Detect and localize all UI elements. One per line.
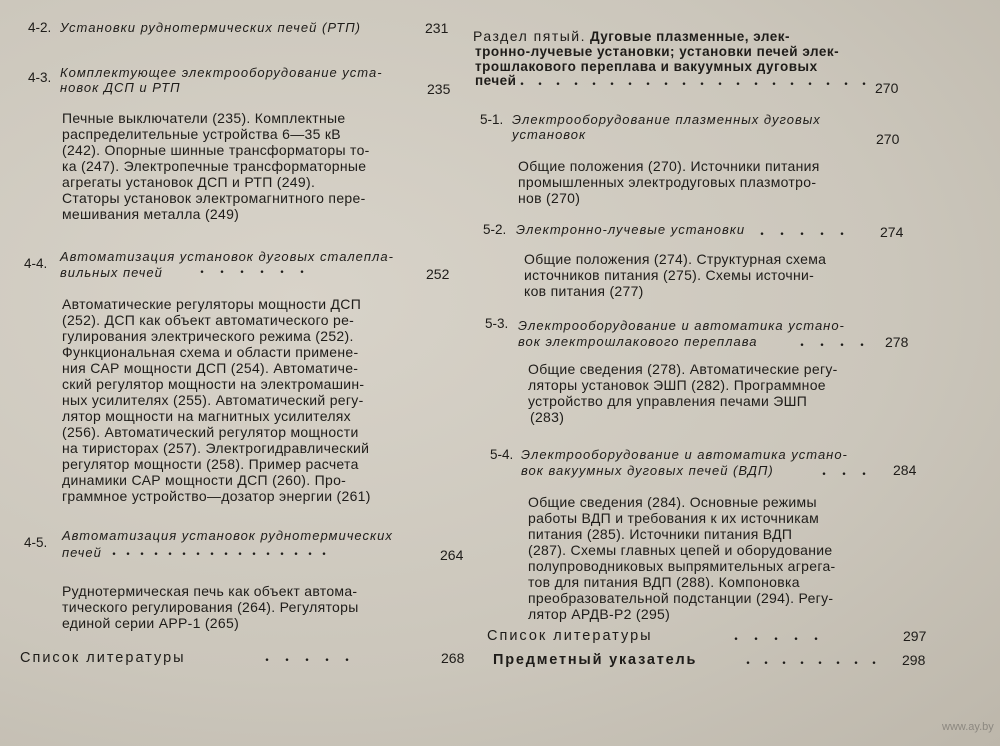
body-line: распределительные устройства 6—35 кВ [62,126,341,142]
section-body-5-1 [518,158,820,206]
section-title-5-3-line2: вок электрошлакового переплава [518,334,758,349]
section-title-5-3-line1: Электрооборудование и автоматика устано- [518,318,845,333]
watermark-text: www.ay.by [942,721,994,733]
page-number-part-five: 270 [875,80,899,96]
section-body-4-3 [62,110,370,222]
page-number-5-4: 284 [893,462,917,478]
body-line: (242). Опорные шинные трансформаторы то- [62,142,370,158]
body-line: питания (285). Источники питания ВДП [528,526,793,542]
leader-dots-4-5: . . . . . . . . . . . . . . . . [112,542,329,559]
section-title-4-3-line2: новок ДСП и РТП [60,80,181,95]
body-line: преобразовательной подстанции (294). Регу- [528,590,834,606]
body-line: лятор АРДВ-Р2 (295) [528,606,671,622]
body-line: ка (247). Электропечные трансформаторные [62,158,367,174]
section-number-5-1: 5-1. [480,112,504,127]
section-title-5-4-line2: вок вакуумных дуговых печей (ВДП) [521,463,774,478]
page-number-refs-left: 268 [441,650,465,666]
references-label-left: Список литературы [20,650,186,666]
body-line: ляторы установок ЭШП (282). Программное [528,377,826,393]
body-line: Руднотермическая печь как объект автома- [62,583,358,599]
body-line: нов (270) [518,190,581,206]
section-title-4-4-line1: Автоматизация установок дуговых сталепла- [60,249,394,264]
part-five-heading-line2: тронно-лучевые установки; установки печей элек- [475,44,840,59]
body-line: Функциональная схема и области примене- [62,344,359,360]
section-title-5-1-line1: Электрооборудование плазменных дуговых [512,112,821,127]
section-body-4-4 [62,296,371,504]
body-line: тов для питания ВДП (288). Компоновка [528,574,800,590]
body-line: агрегаты установок ДСП и РТП (249). [62,174,316,190]
body-line: ков питания (277) [524,283,644,299]
page-number-index: 298 [902,652,926,668]
body-line: Общие положения (270). Источники питания [518,158,820,174]
leader-dots-index: . . . . . . . . [746,651,881,668]
body-line: регулятор мощности (258). Пример расчета [62,456,359,472]
body-line: Печные выключатели (235). Комплектные [62,110,346,126]
body-line: Общие положения (274). Структурная схема [524,251,827,267]
page-number-4-2: 231 [425,20,449,36]
section-number-5-2: 5-2. [483,222,507,237]
section-title-4-3-line1: Комплектующее электрооборудование уста- [60,65,383,80]
section-title-5-4-line1: Электрооборудование и автоматика устано- [521,447,848,462]
section-number-4-3: 4-3. [28,70,52,85]
section-number-5-3: 5-3. [485,316,509,331]
section-number-4-5: 4-5. [24,535,48,550]
body-line: источников питания (275). Схемы источни- [524,267,815,283]
section-number-4-2: 4-2. [28,20,52,35]
leader-dots-5-4: . . . [822,462,872,479]
part-five-label: Раздел пятый. [473,28,587,44]
page-number-4-3: 235 [427,81,451,97]
page-number-4-5: 264 [440,547,464,563]
body-line: ский регулятор мощности на электромашин- [62,376,365,392]
body-line: полупроводниковых выпрямительных агрега- [528,558,836,574]
section-title-4-5-line2: печей [62,545,102,560]
section-number-4-4: 4-4. [24,256,48,271]
body-line: динамики САР мощности ДСП (260). Про- [62,472,347,488]
section-title-5-2: Электронно-лучевые установки [516,222,746,237]
section-title-4-4-line2: вильных печей [60,265,163,280]
body-line: ния САР мощности ДСП (254). Автоматиче- [62,360,359,376]
body-line: устройство для управления печами ЭШП [528,393,808,409]
page-number-5-3: 278 [885,334,909,350]
page-number-4-4: 252 [426,266,450,282]
body-line: на тиристорах (257). Электрогидравлический [62,440,370,456]
section-body-5-4 [528,494,836,622]
body-line: (287). Схемы главных цепей и оборудование [528,542,833,558]
body-line: граммное устройство—дозатор энергии (261) [62,488,371,504]
page-number-5-2: 274 [880,224,904,240]
body-line: единой серии АРР-1 (265) [62,615,240,631]
body-line: мешивания металла (249) [62,206,240,222]
section-number-5-4: 5-4. [490,447,514,462]
body-line: лятор мощности на магнитных усилителях [62,408,351,424]
leader-dots-5-3: . . . . [800,333,870,350]
section-title-4-5-line1: Автоматизация установок руднотермических [62,528,393,543]
leader-dots-refs-right: . . . . . [734,627,824,644]
section-title-4-2: Установки руднотермических печей (РТП) [60,20,361,35]
section-body-4-5 [62,583,359,631]
body-line: работы ВДП и требования к их источникам [528,510,819,526]
part-five-heading-line4: печей [475,73,517,88]
body-line: Общие сведения (284). Основные режимы [528,494,817,510]
subject-index-label: Предметный указатель [493,652,698,668]
body-line: (252). ДСП как объект автоматического ре- [62,312,355,328]
body-line: (256). Автоматический регулятор мощности [62,424,359,440]
page-number-refs-right: 297 [903,628,927,644]
body-line: Общие сведения (278). Автоматические регу- [528,361,838,377]
part-five-title-start: Дуговые плазменные, элек- [590,29,790,44]
section-body-5-2 [524,251,826,299]
part-five-heading-line3: трошлакового переплава и вакуумных дуговых [475,59,818,74]
body-line: ных усилителях (255). Автоматический регу- [62,392,364,408]
body-line: Автоматические регуляторы мощности ДСП [62,296,362,312]
body-line: промышленных электродуговых плазмотро- [518,174,817,190]
section-title-5-1-line2: установок [512,127,587,142]
leader-dots-part-five: . . . . . . . . . . . . . . . . . . . . [520,72,871,89]
section-body-5-3 [528,361,838,425]
body-line: (283) [530,409,565,425]
body-line: тического регулирования (264). Регуляторы [62,599,359,615]
body-line: гулирования электрического режима (252). [62,328,354,344]
leader-dots-5-2: . . . . . [760,222,850,239]
leader-dots-4-4: . . . . . . [200,260,310,277]
page-number-5-1: 270 [876,131,900,147]
leader-dots-refs-left: . . . . . [265,648,355,665]
references-label-right: Список литературы [487,628,653,644]
body-line: Статоры установок электромагнитного пере- [62,190,366,206]
